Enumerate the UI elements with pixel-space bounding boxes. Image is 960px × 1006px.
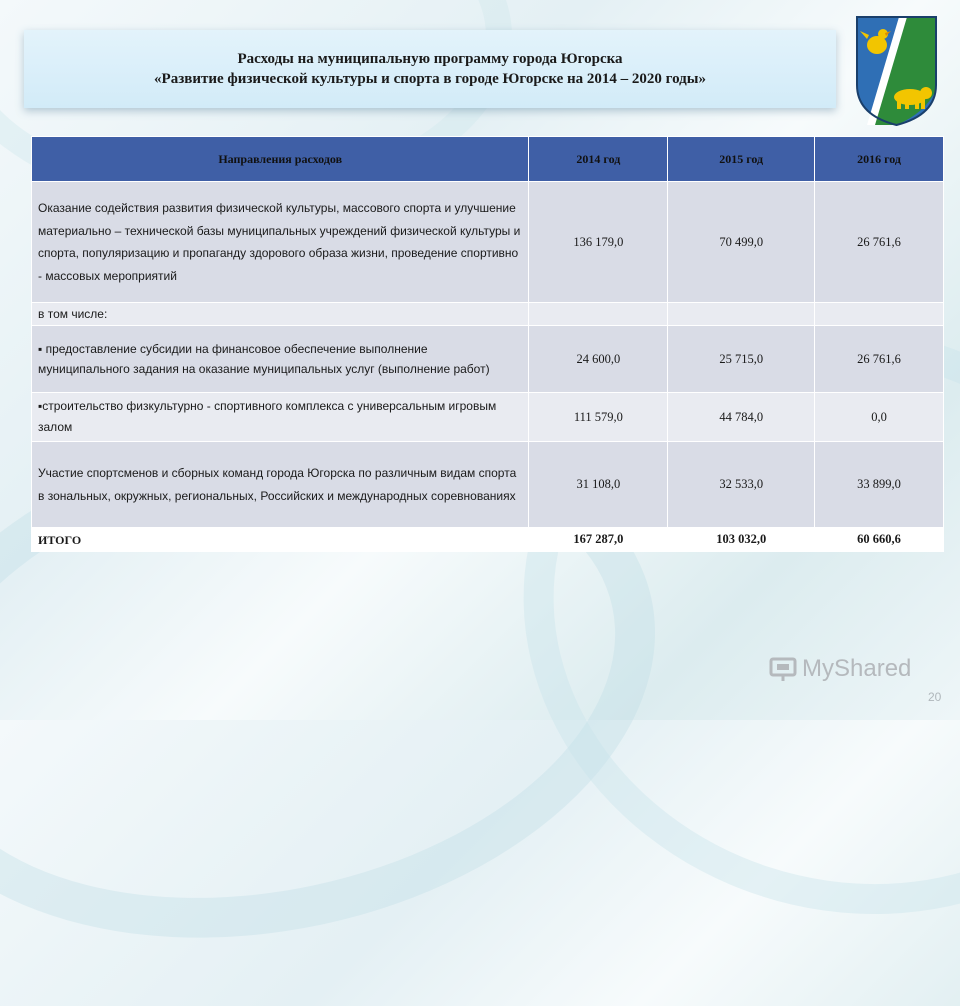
value-2016	[815, 303, 944, 326]
total-2015: 103 032,0	[668, 528, 815, 552]
coat-of-arms-icon	[855, 15, 938, 127]
value-2016: 26 761,6	[815, 182, 944, 303]
row-label: Участие спортсменов и сборных команд города Югорска по различным видам спорта в зональных, окружных, региональных, Российских и международных соревнованиях	[32, 442, 529, 528]
value-2016: 26 761,6	[815, 326, 944, 393]
table-header-row	[32, 137, 944, 182]
table-row	[32, 326, 944, 393]
value-2014: 111 579,0	[529, 393, 668, 442]
row-label: ▪строительство физкультурно - спортивного комплекса с универсальным игровым залом	[32, 393, 529, 442]
header-2016: 2016 год	[815, 137, 944, 182]
table-row	[32, 393, 944, 442]
table-row	[32, 303, 944, 326]
total-label: ИТОГО	[32, 528, 529, 552]
slide-title-box	[24, 30, 836, 108]
total-2016: 60 660,6	[815, 528, 944, 552]
table-total-row	[32, 528, 944, 552]
row-label: Оказание содействия развития физической культуры, массового спорта и улучшение материально – технической базы муниципальных учреждений физической культуры и спорта, популяризацию и пропаганду здорового образа жизни, проведение спортивно - массовых мероприятий	[32, 182, 529, 303]
row-label: в том числе:	[32, 303, 529, 326]
value-2016: 33 899,0	[815, 442, 944, 528]
header-direction: Направления расходов	[32, 137, 529, 182]
value-2016: 0,0	[815, 393, 944, 442]
value-2014	[529, 303, 668, 326]
table-row	[32, 182, 944, 303]
slide-title-line-1: Расходы на муниципальную программу города Югорска	[237, 51, 623, 67]
table-row	[32, 442, 944, 528]
slide-title-line-2: «Развитие физической культуры и спорта в городе Югорске на 2014 – 2020 годы»	[154, 71, 706, 87]
page-number: 20	[928, 690, 942, 704]
presentation-icon	[768, 654, 798, 684]
value-2015: 25 715,0	[668, 326, 815, 393]
expenses-table	[31, 136, 944, 552]
header-2015: 2015 год	[668, 137, 815, 182]
total-2014: 167 287,0	[529, 528, 668, 552]
value-2014: 31 108,0	[529, 442, 668, 528]
watermark-text: MyShared	[802, 655, 912, 682]
watermark	[768, 654, 911, 684]
value-2015: 70 499,0	[668, 182, 815, 303]
value-2015	[668, 303, 815, 326]
value-2014: 136 179,0	[529, 182, 668, 303]
row-label: ▪ предоставление субсидии на финансовое обеспечение выполнение муниципального задания на оказание муниципальных услуг (выполнение работ)	[32, 326, 529, 393]
value-2015: 32 533,0	[668, 442, 815, 528]
header-2014: 2014 год	[529, 137, 668, 182]
value-2015: 44 784,0	[668, 393, 815, 442]
value-2014: 24 600,0	[529, 326, 668, 393]
